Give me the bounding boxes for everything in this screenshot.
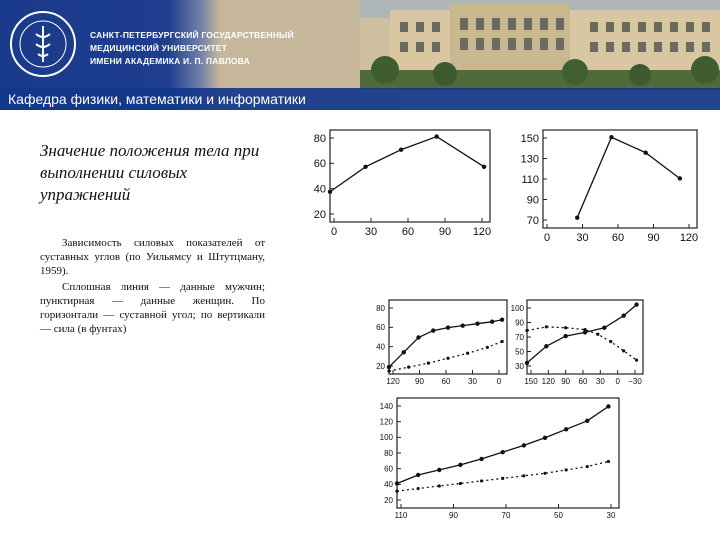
x-tick-label: 0 (496, 377, 502, 386)
data-point (427, 362, 430, 365)
university-name-line3: ИМЕНИ АКАДЕМИКА И. П. ПАВЛОВА (90, 56, 250, 66)
data-point (402, 350, 406, 354)
series-line-solid (389, 320, 502, 367)
x-tick-label: 70 (501, 511, 511, 520)
plot-area (380, 398, 619, 520)
data-point (643, 150, 647, 154)
y-tick-label: 80 (313, 132, 326, 145)
y-tick-label: 90 (526, 194, 539, 207)
department-title: Кафедра физики, математики и информатики (8, 91, 306, 107)
data-point (500, 318, 504, 322)
data-point (575, 215, 579, 219)
data-point (387, 365, 391, 369)
data-point (458, 463, 462, 467)
plot-frame (527, 300, 643, 374)
series-line-solid (330, 137, 484, 192)
chart-knee-extension (505, 125, 705, 295)
y-tick-label: 110 (521, 173, 539, 186)
x-tick-label: 0 (330, 226, 338, 238)
series-line-solid (397, 406, 608, 483)
data-point (609, 135, 613, 139)
data-point (479, 457, 483, 461)
x-tick-label: 120 (679, 232, 699, 244)
y-tick-label: 70 (515, 332, 524, 342)
header-banner (0, 0, 720, 110)
data-point (438, 484, 441, 487)
data-point (446, 325, 450, 329)
data-point (621, 314, 625, 318)
data-point (565, 468, 568, 471)
x-tick-label: 90 (449, 511, 458, 520)
x-tick-label: 150 (524, 377, 538, 386)
x-tick-label: 90 (415, 377, 424, 386)
x-tick-label: 30 (364, 226, 378, 238)
data-point (431, 328, 435, 332)
plot-frame (543, 130, 697, 228)
data-point (363, 165, 367, 169)
data-point (416, 335, 420, 339)
data-point (635, 359, 638, 362)
data-point (475, 321, 479, 325)
y-tick-label: 130 (520, 153, 539, 166)
y-tick-label: 120 (379, 417, 393, 427)
x-tick-label: 30 (606, 511, 616, 520)
data-point (622, 349, 625, 352)
data-point (585, 419, 589, 423)
data-point (525, 329, 528, 332)
y-tick-label: 40 (376, 342, 385, 352)
data-point (525, 361, 529, 365)
data-point (482, 165, 486, 169)
y-tick-label: 20 (313, 208, 326, 221)
data-point (459, 482, 462, 485)
figure-caption (40, 236, 265, 338)
university-name-line1: САНКТ-ПЕТЕРБУРГСКИЙ ГОСУДАРСТВЕННЫЙ (90, 30, 294, 40)
data-point (466, 352, 469, 355)
data-point (480, 479, 483, 482)
building-photo (360, 0, 720, 90)
data-point (545, 325, 548, 328)
y-tick-label: 60 (384, 464, 393, 474)
data-point (395, 489, 398, 492)
y-tick-label: 50 (515, 347, 524, 357)
data-point (543, 472, 546, 475)
data-point (387, 369, 390, 372)
data-point (602, 326, 606, 330)
series-line-dashed (389, 341, 502, 371)
y-tick-label: 40 (384, 480, 393, 490)
x-tick-label: −30 (628, 377, 642, 386)
caption-paragraph-2: Сплошная линия — данные мужчин; пунктирная — данные женщин. По горизонтали — суставной угол; по вертикали — сила (в фунтах) (40, 281, 265, 335)
data-point (417, 487, 420, 490)
data-point (501, 450, 505, 454)
x-tick-label: 120 (541, 377, 556, 386)
chart-shoulder-men-women (355, 295, 520, 395)
y-tick-label: 20 (384, 495, 393, 505)
series-line-dashed (527, 327, 637, 360)
x-tick-label: 30 (576, 232, 589, 244)
data-point (522, 443, 526, 447)
data-point (606, 404, 610, 408)
data-point (501, 477, 504, 480)
data-point (446, 357, 449, 360)
plot-frame (330, 130, 490, 222)
data-point (634, 302, 638, 306)
y-tick-label: 80 (376, 303, 385, 313)
x-tick-label: 90 (561, 377, 571, 386)
y-tick-label: 30 (515, 361, 524, 371)
data-point (434, 134, 438, 138)
y-tick-label: 80 (384, 448, 393, 458)
data-point (399, 148, 403, 152)
x-tick-label: 0 (615, 377, 620, 386)
caption-paragraph-1: Зависимость силовых показателей от суставных углов (по Уильямсу и Штутцману, 1959). (40, 237, 265, 277)
data-point (490, 320, 494, 324)
data-point (596, 333, 599, 336)
data-point (609, 340, 612, 343)
data-point (395, 481, 399, 485)
series-line-solid (577, 137, 680, 217)
slide-title: Значение положения тела при выполнении силовых упражнений (40, 141, 260, 204)
data-point (564, 427, 568, 431)
plot-area (511, 300, 643, 386)
y-tick-label: 20 (376, 361, 385, 371)
series-line-dashed (397, 461, 608, 491)
data-point (437, 468, 441, 472)
y-tick-label: 60 (376, 323, 385, 333)
data-point (563, 334, 567, 338)
y-tick-label: 40 (313, 183, 326, 196)
data-point (543, 436, 547, 440)
chart-elbow-flexion (300, 125, 500, 295)
chart-arm-pull-push (505, 295, 650, 395)
y-tick-label: 140 (379, 401, 393, 411)
data-point (500, 340, 503, 343)
x-tick-label: 120 (472, 226, 492, 238)
plot-frame (397, 398, 619, 508)
y-tick-label: 150 (520, 132, 539, 145)
y-tick-label: 100 (379, 433, 393, 443)
series-line-solid (527, 305, 637, 363)
x-tick-label: 0 (543, 232, 551, 244)
data-point (544, 344, 548, 348)
data-point (407, 365, 410, 368)
plot-area (376, 300, 507, 386)
data-point (416, 473, 420, 477)
x-tick-label: 30 (595, 377, 605, 386)
x-tick-label: 120 (386, 377, 400, 386)
x-tick-label: 60 (611, 232, 625, 244)
data-point (486, 346, 489, 349)
y-tick-label: 70 (526, 214, 539, 227)
x-tick-label: 30 (468, 377, 477, 386)
y-tick-label: 60 (313, 158, 326, 171)
data-point (564, 326, 567, 329)
x-tick-label: 50 (554, 511, 563, 520)
x-tick-label: 60 (441, 377, 451, 386)
data-point (678, 176, 682, 180)
x-tick-label: 60 (401, 226, 415, 238)
y-tick-label: 90 (515, 318, 524, 328)
data-point (328, 190, 332, 194)
y-tick-label: 100 (510, 303, 524, 313)
chart-leg-press (355, 392, 630, 522)
university-name-line2: МЕДИЦИНСКИЙ УНИВЕРСИТЕТ (90, 43, 227, 53)
data-point (461, 323, 465, 327)
data-point (522, 474, 525, 477)
x-tick-label: 110 (394, 511, 408, 520)
data-point (607, 460, 610, 463)
plot-area (521, 130, 699, 244)
x-tick-label: 60 (578, 377, 588, 386)
x-tick-label: 90 (438, 226, 452, 238)
data-point (586, 465, 589, 468)
x-tick-label: 90 (647, 232, 660, 244)
plot-frame (389, 300, 507, 374)
department-bar (0, 88, 720, 110)
data-point (583, 328, 586, 331)
plot-area (314, 130, 491, 238)
